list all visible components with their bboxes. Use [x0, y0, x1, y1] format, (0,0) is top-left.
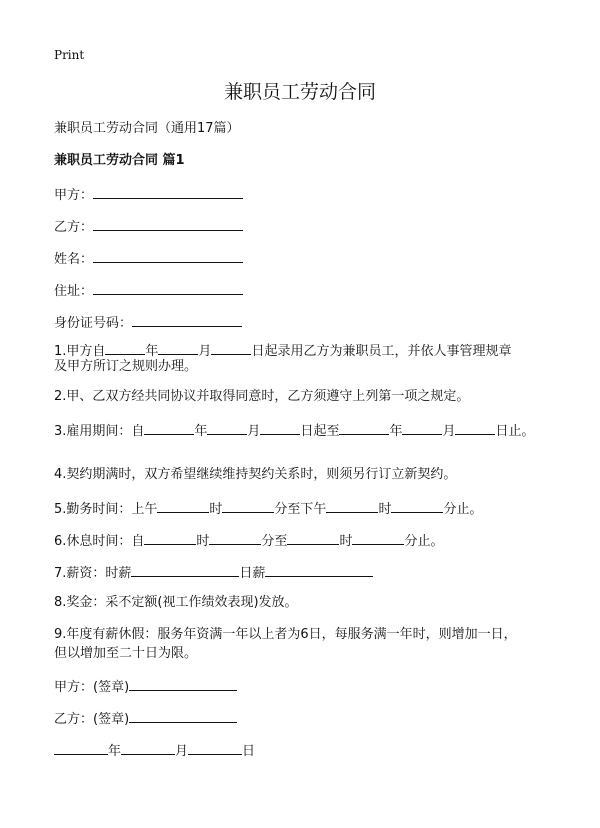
blank-line: [54, 740, 108, 755]
field-label: 姓名：: [54, 252, 94, 267]
blank-line: [129, 708, 237, 723]
clause-text: 7.薪资：时薪: [54, 566, 132, 581]
blank-line: [93, 248, 243, 263]
field-label: 住址：: [54, 284, 94, 299]
blank-line: [144, 420, 194, 435]
signature-date: [54, 740, 255, 761]
blank-line: [352, 530, 404, 545]
clause-text: 时: [209, 502, 223, 517]
clause-text: 时: [339, 534, 353, 549]
clause-9-continued: 但以增加至二十日为限。: [54, 646, 198, 661]
field-name: [54, 248, 243, 269]
clause-text: 分至: [261, 534, 288, 549]
clause-text: 日起至: [300, 424, 340, 439]
field-label: 身份证号码：: [54, 316, 133, 331]
clause-text: 6.休息时间：自: [54, 534, 145, 549]
blank-line: [105, 340, 145, 355]
clause-text: 分止。: [404, 534, 444, 549]
field-party-b: [54, 216, 243, 237]
blank-line: [157, 498, 209, 513]
clause-text: 月: [247, 424, 261, 439]
clause-6: [54, 530, 443, 551]
field-label: 乙方：: [54, 220, 94, 235]
blank-line: [209, 530, 261, 545]
date-label: 日: [242, 744, 256, 759]
blank-line: [391, 498, 443, 513]
clause-text: 年: [194, 424, 208, 439]
clause-text: 日薪: [239, 566, 266, 581]
signature-label: 甲方：(签章): [54, 680, 130, 695]
clause-1-continued: 及甲方所订之规则办理。: [54, 359, 198, 374]
clause-text: 日起录用乙方为兼职员工，并依人事管理规章: [251, 344, 512, 359]
clause-text: 时: [196, 534, 210, 549]
document-subtitle: 兼职员工劳动合同（通用17篇）: [54, 121, 240, 136]
clause-text: 分至下午: [274, 502, 327, 517]
signature-party-a: [54, 676, 237, 697]
clause-4: 4.契约期满时，双方希望继续维持契约关系时，则须另行订立新契约。: [54, 467, 457, 482]
clause-text: 月: [198, 344, 212, 359]
blank-line: [188, 740, 242, 755]
blank-line: [121, 740, 175, 755]
date-label: 月: [175, 744, 189, 759]
clause-9: 9.年度有薪休假：服务年资满一年以上者为6日，每服务满一年时，则增加一日，: [54, 627, 517, 642]
clause-text: 3.雇用期间：自: [54, 424, 145, 439]
clause-text: 月: [442, 424, 456, 439]
blank-line: [131, 562, 239, 577]
clause-text: 5.勤务时间：上午: [54, 502, 158, 517]
field-party-a: [54, 184, 243, 205]
field-address: [54, 280, 243, 301]
blank-line: [339, 420, 389, 435]
blank-line: [132, 312, 242, 327]
clause-2: 2.甲、乙双方经共同协议并取得同意时，乙方须遵守上列第一项之规定。: [54, 389, 470, 404]
blank-line: [144, 530, 196, 545]
clause-3: [54, 420, 535, 441]
clause-text: 年: [389, 424, 403, 439]
signature-party-b: [54, 708, 237, 729]
field-id-number: [54, 312, 242, 333]
clause-5: [54, 498, 482, 519]
date-label: 年: [108, 744, 122, 759]
blank-line: [265, 562, 373, 577]
blank-line: [402, 420, 442, 435]
blank-line: [455, 420, 495, 435]
blank-line: [158, 340, 198, 355]
clause-text: 时: [378, 502, 392, 517]
signature-label: 乙方：(签章): [54, 712, 130, 727]
section-heading: 兼职员工劳动合同 篇1: [54, 153, 185, 168]
blank-line: [93, 280, 243, 295]
blank-line: [222, 498, 274, 513]
clause-text: 日止。: [495, 424, 535, 439]
print-link[interactable]: Print: [54, 48, 85, 62]
clause-text: 1.甲方自: [54, 344, 106, 359]
blank-line: [93, 184, 243, 199]
blank-line: [326, 498, 378, 513]
clause-7: [54, 562, 373, 583]
blank-line: [129, 676, 237, 691]
blank-line: [93, 216, 243, 231]
clause-8: 8.奖金：采不定额(视工作绩效表现)发放。: [54, 595, 298, 610]
blank-line: [260, 420, 300, 435]
document-title: 兼职员工劳动合同: [223, 81, 376, 103]
clause-text: 年: [145, 344, 159, 359]
blank-line: [207, 420, 247, 435]
field-label: 甲方：: [54, 188, 94, 203]
blank-line: [211, 340, 251, 355]
clause-text: 分止。: [443, 502, 483, 517]
blank-line: [287, 530, 339, 545]
